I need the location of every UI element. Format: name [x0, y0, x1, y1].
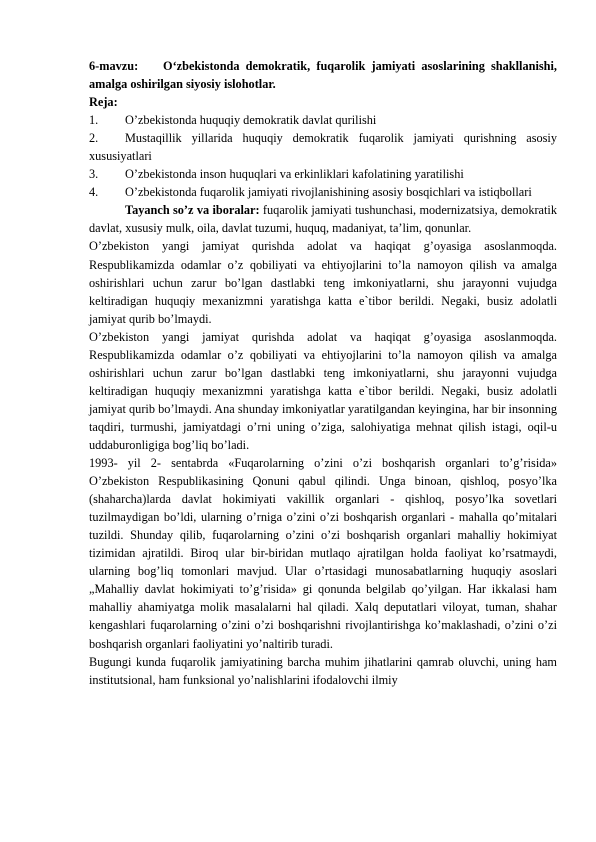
- plan-item-text: O’zbekistonda inson huquqlari va erkinliklari kafolatining yaratilishi: [125, 167, 464, 182]
- document-page: [89, 57, 557, 689]
- plan-heading: Reja:: [89, 95, 118, 110]
- body-paragraph: 1993- yil 2- sentabrda «Fuqarolarning o’zini o’zi boshqarish organlari to’g’risida» O’zbekiston Respublikasining Qonuni qabul qilindi. Unga binoan, qishloq, posyo’lka (shaharcha)larda davlat hokimiyati vakillik organlari - qishloq, posyo’lka sovetlari tuzilmaydigan bo’ldi, ularning o’rniga o’zini o’zi boshqarish organlari - mahalla qo’mitalari tuzildi. Shunday qilib, fuqarolarning o’zini o’zi boshqarish organlari mahalliy hokimiyat tizimidan ajratildi. Biroq ular bir-biridan mutlaqo ajratilgan holda faoliyat ko’rsatmaydi, ularning bog’liq tomonlari mavjud. Ular o’rtasidagi munosabatlarning huquqiy asoslari „Mahalliy davlat hokimiyati to’g’risida» gi qonunda belgilab qo’yilgan. Har ikkalasi ham mahalliy ahamiyatga molik masalalarni hal qiladi. Xalq deputatlari viloyat, tuman, shahar kengashlari fuqarolarning o’zini o’zi boshqarishni rivojlantirishga ko’maklashadi, o’zini o’zi boshqarish organlari faoliyatini yo’naltirib turadi.: [89, 456, 557, 651]
- plan-item-text: O’zbekistonda huquqiy demokratik davlat qurilishi: [125, 113, 377, 128]
- body-paragraph: O’zbekiston yangi jamiyat qurishda adolat va haqiqat g’oyasiga asoslanmoqda. Respublikamizda odamlar o’z qobiliyati va ehtiyojlarini to’la namoyon qilish va amalga oshirishlari uchun zarur bo’lgan dastlabki teng imkoniyatlarni, shu jarayonni vujudga keltiradigan huquqiy mexanizmni yaratishga katta e`tibor berildi. Negaki, busiz adolatli jamiyat qurib bo’lmaydi. Ana shunday imkoniyatlar yaratilgandan keyingina, har bir insonning taqdiri, turmushi, jamiyatdagi o’rni uning o’ziga, salohiyatiga mehnat qilish istagi, oqil-u uddaburonligiga bog’liq bo’ladi.: [89, 329, 557, 452]
- plan-item-number: 2.: [89, 131, 99, 146]
- plan-item-number: 4.: [89, 185, 99, 200]
- plan-item-text: O’zbekistonda fuqarolik jamiyati rivojlanishining asosiy bosqichlari va istiqbollari: [125, 185, 532, 200]
- plan-item: [89, 111, 557, 129]
- keywords-text: fuqarolik jamiyati tushunchasi, modernizatsiya, demokratik davlat, xususiy mulk, oila, davlat tuzumi, huquq, madaniyat, ta’lim, qonunlar.: [89, 203, 557, 236]
- keywords-label: Tayanch so’z va iboralar:: [125, 203, 260, 218]
- topic-title: [89, 57, 557, 93]
- plan-item: [89, 183, 557, 201]
- plan-item-number: 3.: [89, 167, 99, 182]
- topic-number: 6-mavzu:: [89, 59, 139, 73]
- body-paragraph: Bugungi kunda fuqarolik jamiyatining barcha muhim jihatlarini qamrab oluvchi, uning ham institutsional, ham funksional yo’nalishlarini ifodalovchi ilmiy: [89, 654, 557, 687]
- plan-item: [89, 165, 557, 183]
- plan-item-number: 1.: [89, 113, 99, 128]
- plan-item-text: Mustaqillik yillarida huquqiy demokratik fuqarolik jamiyati qurishning asosiy xususiyatlari: [89, 131, 557, 164]
- plan-item: [89, 129, 557, 165]
- body-paragraph: O’zbekiston yangi jamiyat qurishda adolat va haqiqat g’oyasiga asoslanmoqda. Respublikamizda odamlar o’z qobiliyati va ehtiyojlarini to’la namoyon qilish va amalga oshirishlari uchun zarur bo’lgan dastlabki teng imkoniyatlarni, shu jarayonni vujudga keltiradigan huquqiy mexanizmni yaratishga katta e`tibor berildi. Negaki, busiz adolatli jamiyat qurib bo’lmaydi.: [89, 239, 557, 326]
- keywords-paragraph: [89, 201, 557, 237]
- topic-title-text: O‘zbekistonda demokratik, fuqarolik jamiyati asoslarining shakllanishi, amalga oshirilgan siyosiy islohotlar.: [89, 59, 557, 92]
